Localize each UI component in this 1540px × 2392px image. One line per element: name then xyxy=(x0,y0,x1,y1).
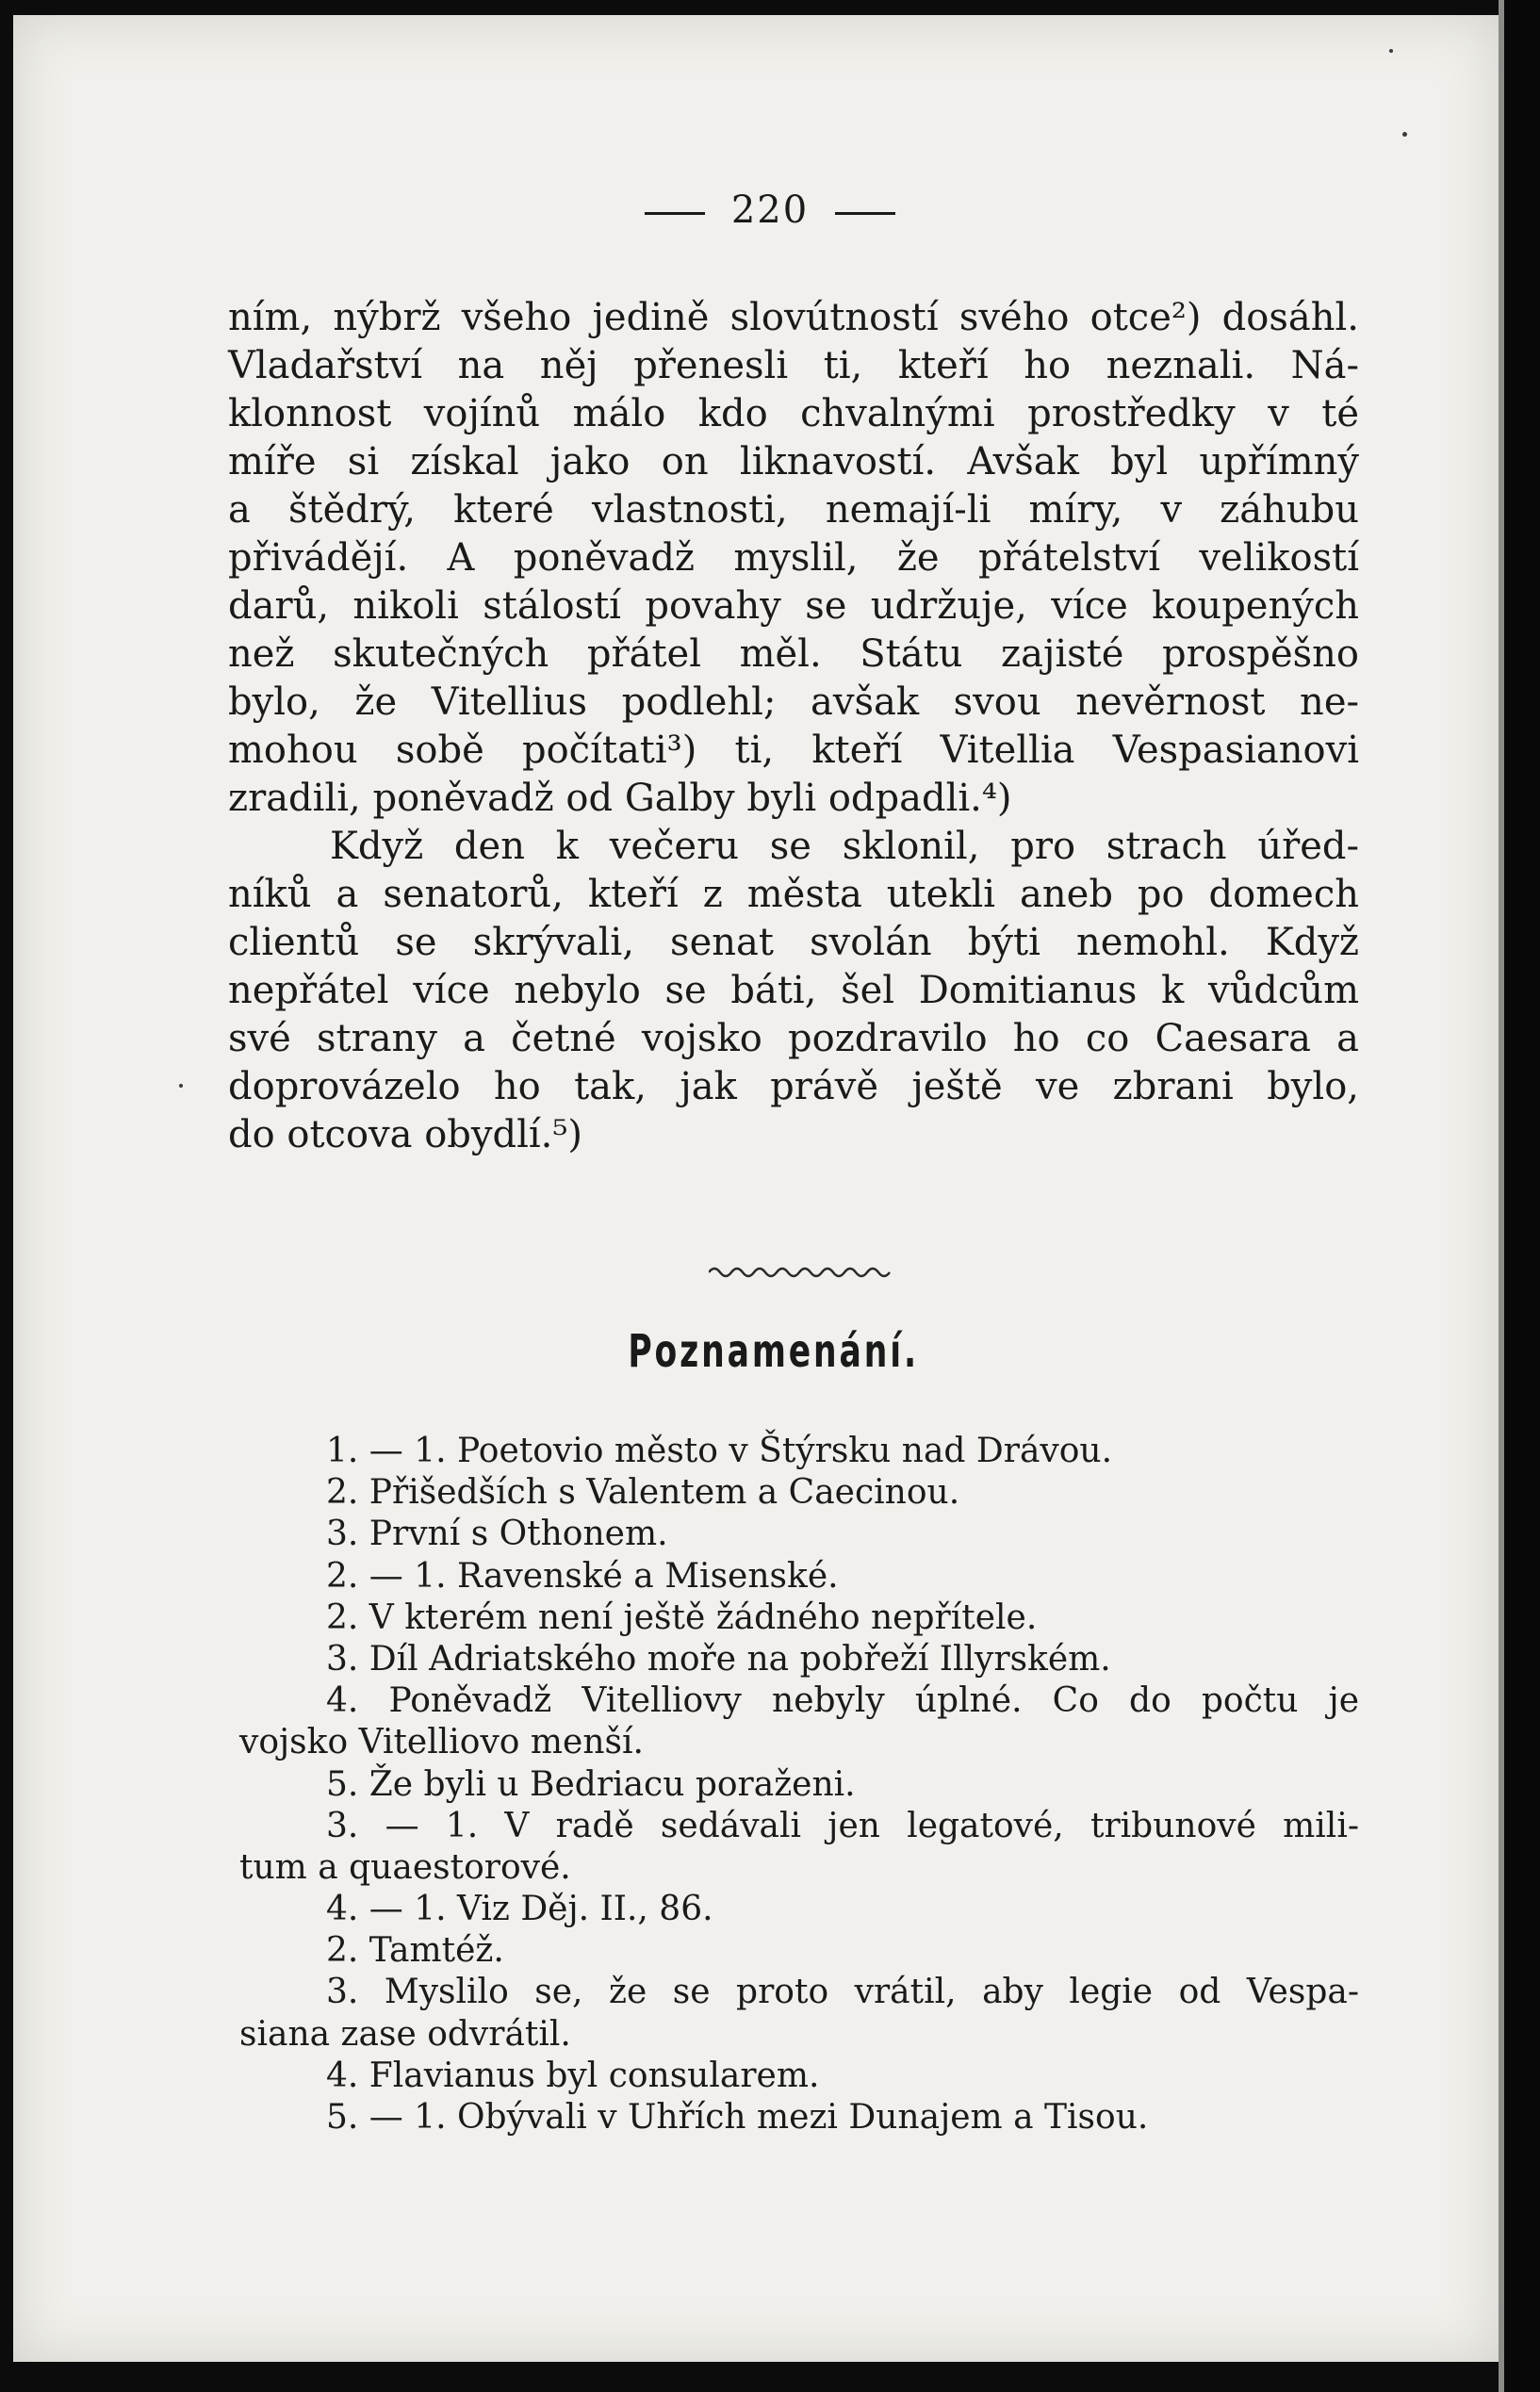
note-item: 4. Poněvadž Vitelliovy nebyly úplné. Co do počtu je xyxy=(326,1681,1359,1721)
ink-speck xyxy=(1389,49,1393,53)
note-item: 5. Že byli u Bedriacu poraženi. xyxy=(326,1764,856,1804)
text-line: bylo, že Vitellius podlehl; avšak svou nevěrnost ne- xyxy=(228,680,1359,724)
text-line: své strany a četné vojsko pozdravilo ho co Caesara a xyxy=(228,1017,1359,1060)
text-line: než skutečných přátel měl. Státu zajisté prospěšno xyxy=(228,632,1359,676)
note-item: 3. První s Othonem. xyxy=(326,1515,668,1554)
text-line: níků a senatorů, kteří z města utekli aneb po domech xyxy=(228,873,1359,916)
main-text xyxy=(228,294,1359,1159)
page-header xyxy=(0,188,1540,232)
note-item: 2. V kterém není ještě žádného nepřítele. xyxy=(326,1597,1038,1637)
scan-border xyxy=(1504,0,1540,2392)
note-item: 5. — 1. Obývali v Uhřích mezi Dunajem a Tisou. xyxy=(326,2098,1149,2137)
text-line: ním, nýbrž všeho jedině slovútností svého otce²) dosáhl. xyxy=(228,296,1359,339)
text-line: do otcova obydlí.⁵) xyxy=(228,1113,583,1156)
text-line: clientů se skrývali, senat svolán býti nemohl. Když xyxy=(228,921,1359,964)
text-line: mohou sobě počítati³) ti, kteří Vitellia Vespasianovi xyxy=(228,729,1359,772)
wave-ornament xyxy=(709,1263,895,1282)
note-item: 3. Díl Adriatského moře na pobřeží Illyrském. xyxy=(326,1639,1111,1679)
note-item: vojsko Vitelliovo menší. xyxy=(239,1723,644,1762)
note-item: 4. Flavianus byl consularem. xyxy=(326,2056,820,2095)
text-line: zradili, poněvadž od Galby byli odpadli.⁴) xyxy=(228,777,1012,820)
text-line: klonnost vojínů málo kdo chvalnými prostředky v té xyxy=(228,392,1359,435)
text-line: Když den k večeru se sklonil, pro strach úřed- xyxy=(330,825,1359,868)
text-line: a štědrý, které vlastnosti, nemají-li míry, v záhubu xyxy=(228,488,1359,532)
text-line: přivádějí. A poněvadž myslil, že přátelství velikostí xyxy=(228,536,1359,580)
note-item: 4. — 1. Viz Děj. II., 86. xyxy=(326,1890,713,1929)
notes-title: Poznamenání. xyxy=(628,1325,919,1378)
text-line: Vladařství na něj přenesli ti, kteří ho neznali. Ná- xyxy=(228,344,1359,387)
text-line: doprovázelo ho tak, jak právě ještě ve zbrani bylo, xyxy=(228,1065,1359,1108)
text-line: darů, nikoli stálostí povahy se udržuje, více koupených xyxy=(228,584,1359,628)
note-item: 3. Myslilo se, že se proto vrátil, aby legie od Vespa- xyxy=(326,1973,1359,2012)
note-item: 2. Přišedších s Valentem a Caecinou. xyxy=(326,1473,960,1513)
text-line: nepřátel více nebylo se báti, šel Domitianus k vůdcům xyxy=(228,969,1359,1012)
header-dash-right xyxy=(835,212,895,215)
note-item: 2. Tamtéž. xyxy=(326,1931,504,1971)
note-item: tum a quaestorové. xyxy=(239,1847,571,1887)
note-item: 1. — 1. Poetovio město v Štýrsku nad Drávou. xyxy=(326,1432,1113,1470)
note-item: siana zase odvrátil. xyxy=(239,2014,571,2054)
text-line: míře si získal jako on liknavostí. Avšak byl upřímný xyxy=(228,440,1359,483)
header-dash-left xyxy=(645,212,705,215)
ink-speck xyxy=(1402,132,1407,137)
page-number: 220 xyxy=(730,188,810,232)
note-item: 3. — 1. V radě sedávali jen legatové, tribunové mili- xyxy=(326,1806,1359,1845)
note-item: 2. — 1. Ravenské a Misenské. xyxy=(326,1556,839,1596)
ink-speck xyxy=(179,1084,183,1088)
notes-list xyxy=(239,1431,1359,2138)
